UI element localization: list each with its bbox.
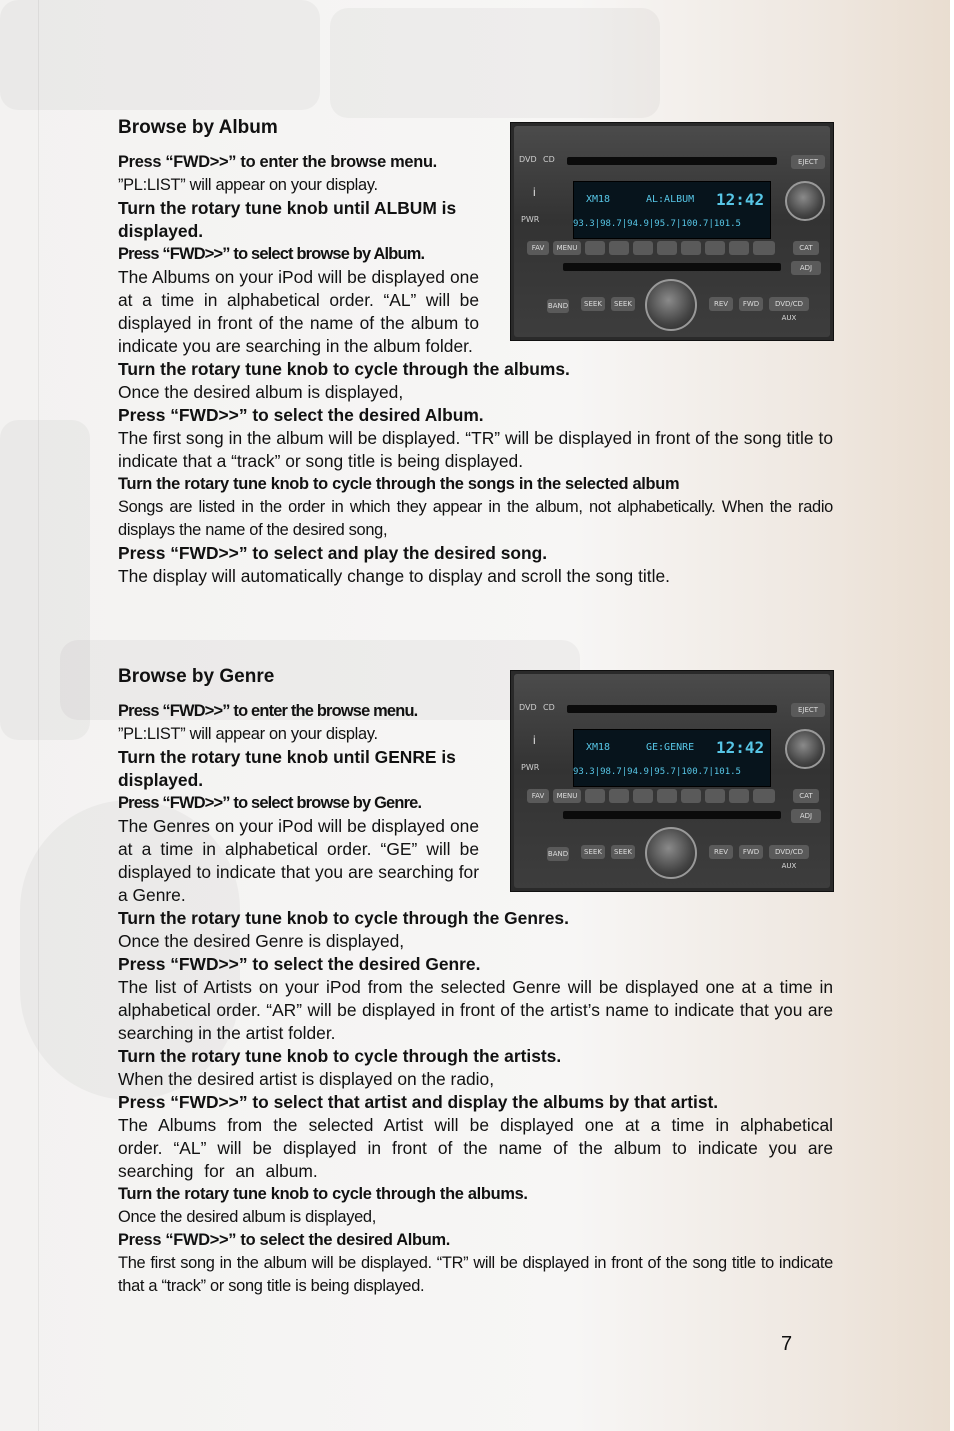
display-presets: 93.3|98.7|94.9|95.7|100.7|101.5 xyxy=(573,219,741,229)
eject-button: EJECT xyxy=(791,155,825,169)
disc-slot xyxy=(567,705,777,713)
cat-button: CAT xyxy=(793,789,819,803)
band-button: BAND xyxy=(547,299,569,313)
album-step-5: Press “FWD>>” to select the desired Album. xyxy=(118,405,484,425)
display-time: 12:42 xyxy=(716,190,765,209)
audio-knob xyxy=(785,729,825,769)
fav-button: FAV xyxy=(527,241,549,255)
radio-display xyxy=(573,729,771,787)
page-edge xyxy=(38,0,39,1431)
info-icon: i xyxy=(533,185,536,199)
genre-step-9: Press “FWD>>” to select the desired Album. xyxy=(118,1231,451,1249)
power-label: PWR xyxy=(521,215,540,224)
display-text: GE:GENRE xyxy=(646,742,695,753)
tune-knob xyxy=(645,827,697,879)
info-icon: i xyxy=(533,733,536,747)
seek-fwd-button: SEEK xyxy=(611,845,635,859)
dvd-label: DVD xyxy=(519,155,537,164)
genre-text-5: When the desired artist is displayed on the radio, xyxy=(118,1069,495,1089)
album-step-6: Turn the rotary tune knob to cycle through the songs in the selected album xyxy=(118,475,680,493)
album-text-6: The display will automatically change to display and scroll the song title. xyxy=(118,566,670,586)
second-slot xyxy=(563,263,781,271)
rev-button: REV xyxy=(709,845,733,859)
radio-display xyxy=(573,181,771,239)
band-button: BAND xyxy=(547,847,569,861)
album-text-4: The first song in the album will be displayed. “TR” will be displayed in front of the song title to indicate that a “track” or song title is being displayed. xyxy=(118,428,833,471)
genre-text-6: The Albums from the selected Artist will be displayed one at a time in alphabetical order. “AL” will be displayed in front of the name of the album to indicate you are searching for an album. xyxy=(118,1115,833,1181)
genre-step-1: Press “FWD>>” to enter the browse menu. xyxy=(118,702,418,720)
page-border xyxy=(950,0,954,1431)
audio-knob xyxy=(785,181,825,221)
display-presets: 93.3|98.7|94.9|95.7|100.7|101.5 xyxy=(573,767,741,777)
genre-step-4: Turn the rotary tune knob to cycle through the Genres. xyxy=(118,908,569,928)
display-source: XM18 xyxy=(586,194,611,205)
genre-text-3: Once the desired Genre is displayed, xyxy=(118,931,405,951)
album-step-4: Turn the rotary tune knob to cycle through the albums. xyxy=(118,359,570,379)
album-step-3: Press “FWD>>” to select browse by Album. xyxy=(118,245,425,263)
album-text-2: The Albums on your iPod will be displayed one at a time in alphabetical order. “AL” will be displayed in front of the name of the album to indicate you are searching in the album folder. xyxy=(118,267,479,356)
eject-button: EJECT xyxy=(791,703,825,717)
second-slot xyxy=(563,811,781,819)
album-step-7: Press “FWD>>” to select and play the desired song. xyxy=(118,543,548,563)
genre-step-5: Press “FWD>>” to select the desired Genre. xyxy=(118,954,481,974)
radio-photo-genre xyxy=(510,670,834,892)
power-label: PWR xyxy=(521,763,540,772)
genre-text-7: Once the desired album is displayed, xyxy=(118,1208,376,1226)
rev-button: REV xyxy=(709,297,733,311)
seek-back-button: SEEK xyxy=(581,845,605,859)
display-text: AL:ALBUM xyxy=(646,194,695,205)
disc-slot xyxy=(567,157,777,165)
seek-back-button: SEEK xyxy=(581,297,605,311)
menu-button: MENU xyxy=(553,789,581,803)
album-text-5: Songs are listed in the order in which they appear in the album, not alphabetically. When the radio displays the name of the desired song, xyxy=(118,498,833,539)
album-step-2: Turn the rotary tune knob until ALBUM is displayed. xyxy=(118,198,457,241)
genre-text-1: ”PL:LIST” will appear on your display. xyxy=(118,725,378,743)
page-number: 7 xyxy=(781,1333,793,1355)
fwd-button: FWD xyxy=(739,297,763,311)
disc-label: CD xyxy=(543,155,555,164)
preset-button-row xyxy=(527,241,819,255)
tune-knob xyxy=(645,279,697,331)
album-heading: Browse by Album xyxy=(118,117,278,138)
genre-text-8: The first song in the album will be displayed. “TR” will be displayed in front of the song title to indicate that a “track” or song title is being displayed. xyxy=(118,1254,833,1295)
genre-step-3: Press “FWD>>” to select browse by Genre. xyxy=(118,794,422,812)
cat-button: CAT xyxy=(793,241,819,255)
fav-button: FAV xyxy=(527,789,549,803)
disc-label: CD xyxy=(543,703,555,712)
genre-text-4: The list of Artists on your iPod from the selected Genre will be displayed one at a time in alphabetical order. “AR” will be displayed in front of the artist’s name to indicate that you are searching in the artist folder. xyxy=(118,977,833,1043)
album-step-1: Press “FWD>>” to enter the browse menu. xyxy=(118,153,437,171)
adj-button: ADJ xyxy=(791,261,821,275)
preset-button-row xyxy=(527,789,819,803)
genre-step-6: Turn the rotary tune knob to cycle through the artists. xyxy=(118,1046,562,1066)
album-text-3: Once the desired album is displayed, xyxy=(118,382,404,402)
genre-step-8: Turn the rotary tune knob to cycle through the albums. xyxy=(118,1185,528,1203)
display-source: XM18 xyxy=(586,742,611,753)
adj-button: ADJ xyxy=(791,809,821,823)
fwd-button: FWD xyxy=(739,845,763,859)
album-text-1: ”PL:LIST” will appear on your display. xyxy=(118,176,378,194)
seek-fwd-button: SEEK xyxy=(611,297,635,311)
dvd-aux-button: DVD/CD AUX xyxy=(769,297,809,311)
genre-text-2: The Genres on your iPod will be displayed one at a time in alphabetical order. “GE” will be displayed to indicate that you are searching for a Genre. xyxy=(118,816,479,905)
genre-step-2: Turn the rotary tune knob until GENRE is displayed. xyxy=(118,747,456,790)
dvd-aux-button: DVD/CD AUX xyxy=(769,845,809,859)
dvd-label: DVD xyxy=(519,703,537,712)
menu-button: MENU xyxy=(553,241,581,255)
genre-heading: Browse by Genre xyxy=(118,666,275,687)
display-time: 12:42 xyxy=(716,738,765,757)
radio-photo-album xyxy=(510,122,834,341)
genre-step-7: Press “FWD>>” to select that artist and display the albums by that artist. xyxy=(118,1092,719,1112)
